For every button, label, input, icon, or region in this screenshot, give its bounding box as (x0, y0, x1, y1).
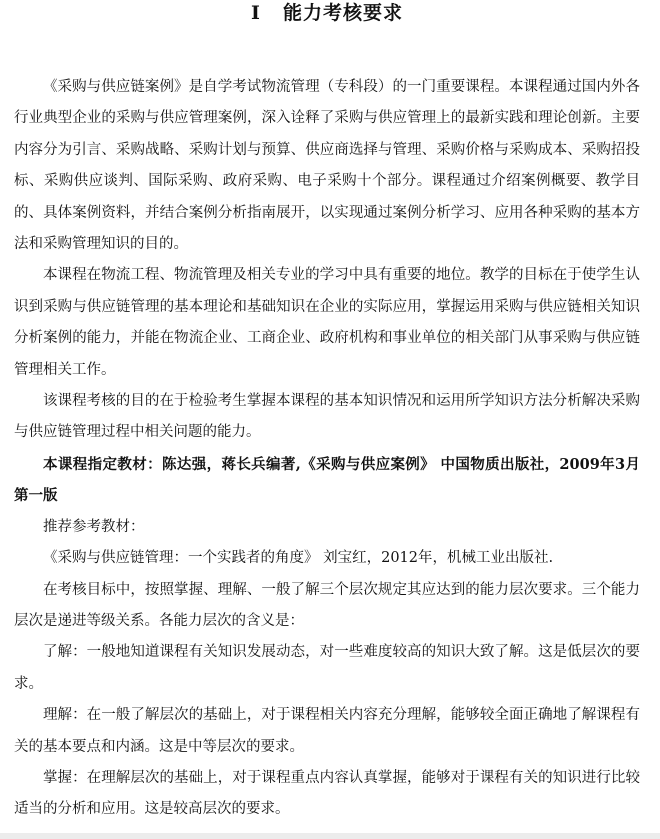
section-title: 能力考核要求 (282, 2, 403, 24)
section-number: I (251, 2, 261, 24)
paragraph-intro: 《采购与供应链案例》是自学考试物流管理（专科段）的一门重要课程。本课程通过国内外各行业典型企业的采购与供应管理案例，深入诠释了采购与供应管理上的最新实践和理论创新。主要内容分为引言、采购战略、采购计划与预算、供应商选择与管理、采购价格与采购成本、采购招投标、采购供应谈判、国际采购、政府采购、电子采购十个部分。课程通过介绍案例概要、教学目的、具体案例资料，并结合案例分析指南展开，以实现通过案例分析学习、应用各种采购的基本方法和采购管理知识的目的。 (14, 79, 640, 253)
paragraph-purpose: 该课程考核的目的在于检验考生掌握本课程的基本知识情况和运用所学知识方法分析解决采购与供应链管理过程中相关问题的能力。 (14, 393, 640, 441)
paragraph-importance: 本课程在物流工程、物流管理及相关专业的学习中具有重要的地位。教学的目标在于使学生认识到采购与供应链管理的基本理论和基础知识在企业的实际应用，掌握运用采购与供应链相关知识分析案例的能力，并能在物流企业、工商企业、政府机构和事业单位的相关部门从事采购与供应链管理相关工作。 (14, 267, 640, 378)
paragraph-textbook: 本课程指定教材：陈达强，蒋长兵编著,《采购与供应案例》 中国物质出版社，2009年3月第一版 (14, 455, 640, 505)
paragraph-reference-heading: 推荐参考教材： (43, 518, 145, 535)
page-bottom-edge (0, 833, 660, 839)
paragraph-level-understand: 理解：在一般了解层次的基础上，对于课程相关内容充分理解，能够较全面正确地了解课程有关的基本要点和内涵。这是中等层次的要求。 (14, 707, 640, 755)
paragraph-levels-intro: 在考核目标中，按照掌握、理解、一般了解三个层次规定其应达到的能力层次要求。三个能力层次是递进等级关系。各能力层次的含义是： (14, 581, 640, 629)
paragraph-level-know: 了解：一般地知道课程有关知识发展动态，对一些难度较高的知识大致了解。这是低层次的要求。 (14, 644, 640, 692)
paragraph-level-master: 掌握：在理解层次的基础上，对于课程重点内容认真掌握，能够对于课程有关的知识进行比较适当的分析和应用。这是较高层次的要求。 (14, 769, 640, 818)
section-heading (14, 0, 640, 64)
paragraph-reference-book: 《采购与供应链管理：一个实践者的角度》 刘宝红，2012年，机械工业出版社. (43, 550, 554, 567)
document-body (14, 72, 640, 826)
